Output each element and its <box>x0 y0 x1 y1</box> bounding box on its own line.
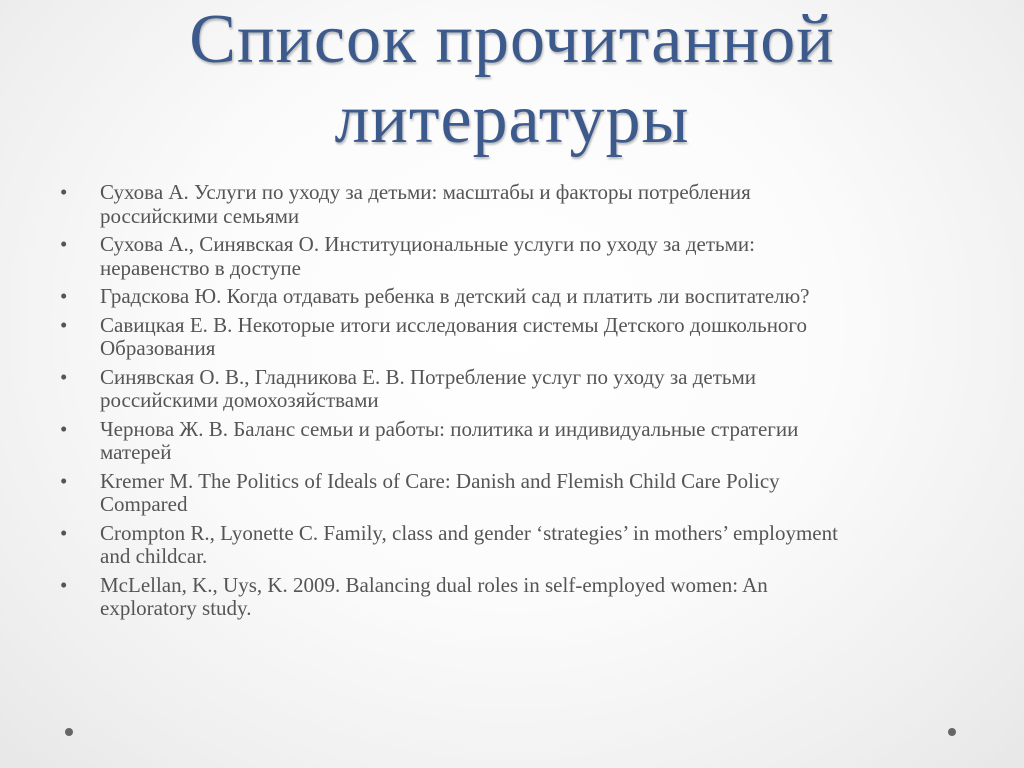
list-item <box>60 522 965 569</box>
bullet-icon: • <box>60 416 68 441</box>
list-item-line-1: Чернова Ж. В. Баланс семьи и работы: политика и индивидуальные стратегии <box>100 416 799 441</box>
list-item-line-1: McLellan, K., Uys, K. 2009. Balancing dual roles in self-employed women: An <box>100 572 768 597</box>
corner-dot-icon <box>65 728 73 736</box>
list-item-line-2: and childcar. <box>100 544 208 568</box>
list-item <box>60 574 965 621</box>
list-item-line-2: Compared <box>100 492 188 516</box>
list-item-line-1: Сухова А., Синявская О. Институциональные услуги по уходу за детьми: <box>100 232 755 256</box>
list-item <box>60 366 965 413</box>
bullet-icon: • <box>60 468 68 493</box>
slide-title-line-2: литературы <box>334 81 690 158</box>
list-item <box>60 314 965 361</box>
list-item-line-2: Образования <box>100 336 216 360</box>
bullet-icon: • <box>60 520 68 545</box>
list-item-line-1: Kremer M. The Politics of Ideals of Care: Danish and Flemish Child Care Policy <box>100 468 780 493</box>
list-item-line-2: российскими домохозяйствами <box>100 388 379 412</box>
list-item-line-1: Савицкая Е. В. Некоторые итоги исследования системы Детского дошкольного <box>100 312 808 337</box>
list-item-line-2: exploratory study. <box>100 596 252 620</box>
bullet-icon: • <box>60 572 68 597</box>
list-item-line-2: матерей <box>100 440 172 464</box>
bibliography-list <box>60 181 965 626</box>
list-item-line-1: Градскова Ю. Когда отдавать ребенка в детский сад и платить ли воспитателю? <box>100 284 810 308</box>
list-item-line-2: российскими семьями <box>100 203 300 228</box>
list-item <box>60 285 965 309</box>
list-item <box>60 233 965 280</box>
list-item <box>60 418 965 465</box>
bullet-icon: • <box>60 364 68 389</box>
bullet-icon: • <box>60 312 68 337</box>
list-item-line-1: Crompton R., Lyonette C. Family, class and gender ‘strategies’ in mothers’ employment <box>100 520 838 545</box>
bullet-icon: • <box>60 232 68 256</box>
list-item-line-1: Синявская О. В., Гладникова Е. В. Потребление услуг по уходу за детьми <box>100 364 756 389</box>
bullet-icon: • <box>60 284 68 308</box>
list-item-line-2: неравенство в доступе <box>100 255 301 280</box>
bullet-icon: • <box>60 180 68 204</box>
list-item-line-1: Сухова А. Услуги по уходу за детьми: масштабы и факторы потребления <box>100 180 751 204</box>
list-item <box>60 181 965 228</box>
slide-title-line-1: Список прочитанной <box>189 1 835 78</box>
slide-title <box>60 0 964 160</box>
corner-dot-icon <box>948 728 956 736</box>
list-item <box>60 470 965 517</box>
